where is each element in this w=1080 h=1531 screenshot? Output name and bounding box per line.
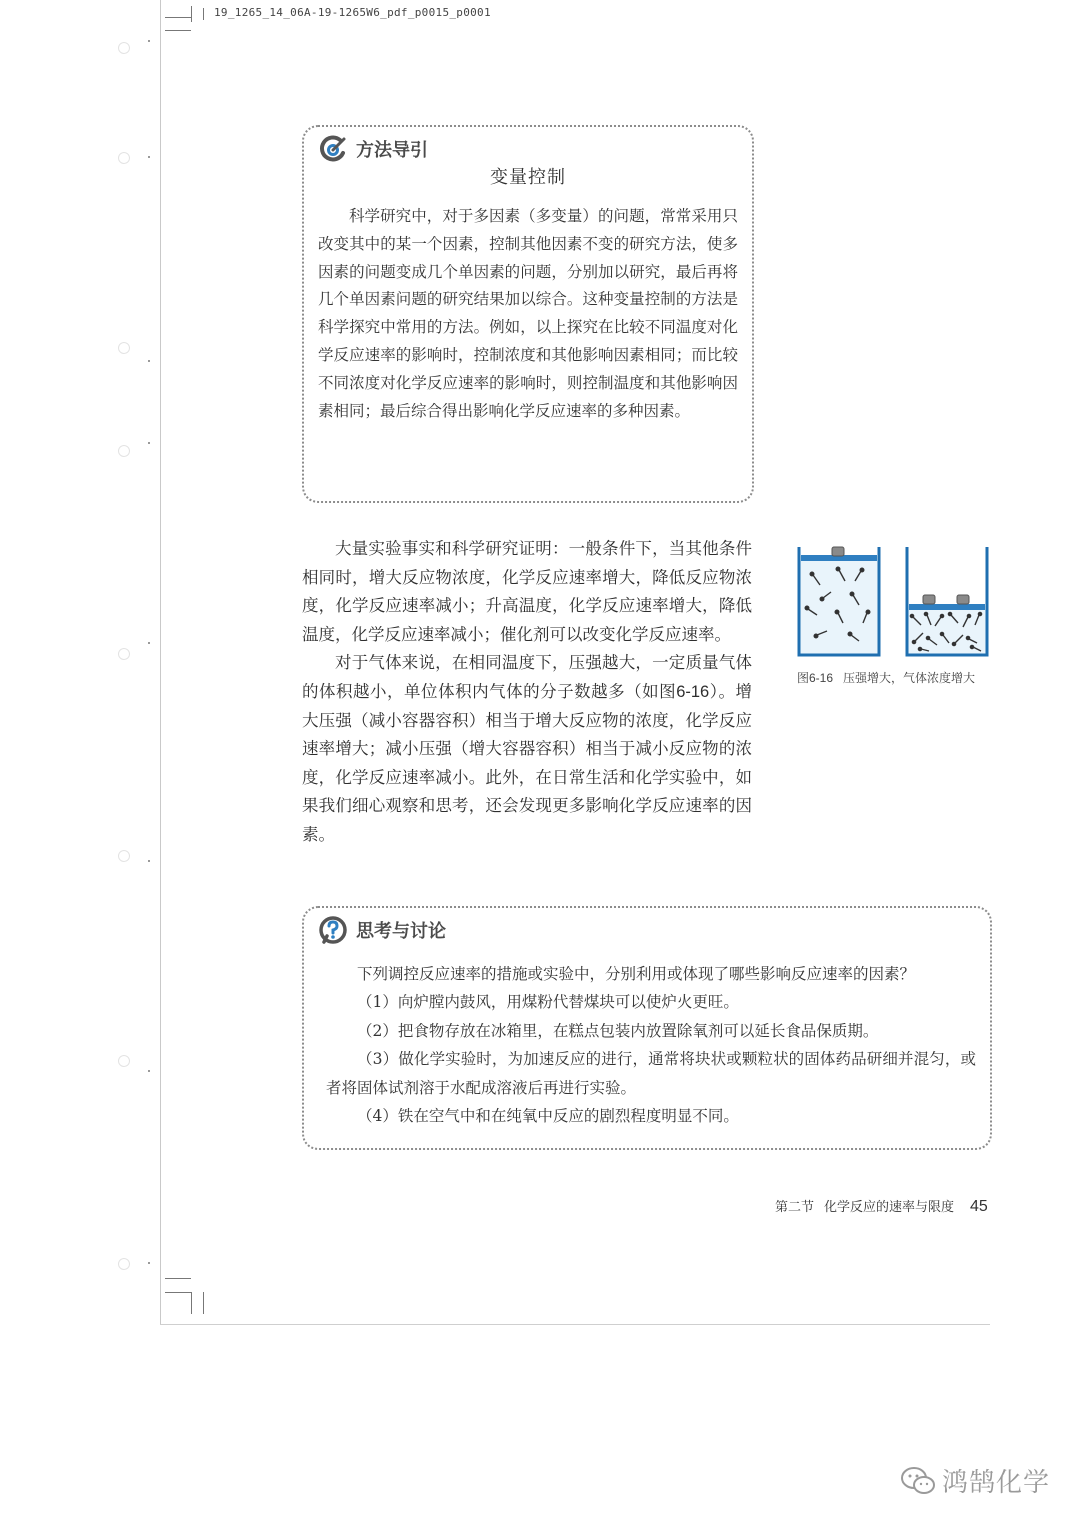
binding-hole xyxy=(118,648,130,660)
method-guide-header xyxy=(318,134,428,164)
main-paragraph: 大量实验事实和科学研究证明：一般条件下，当其他条件相同时，增大反应物浓度，化学反应速率增大，降低反应物浓度，化学反应速率减小；升高温度，化学反应速率增大，降低温度，化学反应速率减小；催化剂可以改变化学反应速率。 xyxy=(302,540,752,644)
method-guide-icon xyxy=(318,134,348,164)
binding-dot xyxy=(148,360,150,362)
main-paragraph: 对于气体来说，在相同温度下，压强越大，一定质量气体的体积越小，单位体积内气体的分子数越多（如图6-16）。增大压强（减小容器容积）相当于增大反应物的浓度，化学反应速率增大；减小压强（增大容器容积）相当于减小反应物的浓度，化学反应速率减小。此外，在日常生活和化学实验中，如果我们细心观察和思考，还会发现更多影响化学反应速率的因素。 xyxy=(302,654,752,844)
binding-dot xyxy=(148,860,150,862)
crop-mark xyxy=(165,17,191,18)
footer-section-title: 化学反应的速率与限度 xyxy=(824,1199,955,1214)
binding-holes xyxy=(112,30,152,1290)
scan-bottom-line xyxy=(160,1324,990,1325)
footer-section: 第二节 xyxy=(775,1199,815,1214)
container-high-pressure xyxy=(907,547,987,655)
binding-dot xyxy=(148,40,150,42)
crop-mark xyxy=(165,30,191,31)
binding-hole xyxy=(118,42,130,54)
crop-mark xyxy=(191,1292,192,1314)
think-discuss-header xyxy=(318,915,446,945)
method-guide-body xyxy=(318,203,738,425)
crop-mark xyxy=(203,1292,204,1314)
crop-mark xyxy=(191,6,192,22)
think-item: （3）做化学实验时，为加速反应的进行，通常将块状或颗粒状的固体药品研细并混匀，或者将固体试剂溶于水配成溶液后再进行实验。 xyxy=(326,1050,976,1097)
binding-hole xyxy=(118,1055,130,1067)
main-text xyxy=(302,535,752,850)
crop-mark xyxy=(165,1278,191,1279)
binding-dot xyxy=(148,1262,150,1264)
binding-hole xyxy=(118,152,130,164)
scan-file-label: 19_1265_14_06A-19-1265W6_pdf_p0015_p0001 xyxy=(214,6,491,19)
crop-mark xyxy=(203,8,204,20)
watermark xyxy=(900,1462,1050,1499)
think-question: 下列调控反应速率的措施或实验中，分别利用或体现了哪些影响反应速率的因素？ xyxy=(357,965,916,983)
think-item: （4）铁在空气中和在纯氧中反应的剧烈程度明显不同。 xyxy=(357,1107,739,1126)
binding-dot xyxy=(148,156,150,158)
think-discuss-box xyxy=(302,906,992,1150)
container-low-pressure xyxy=(799,547,879,655)
figure-number: 图6-16 xyxy=(797,671,834,685)
watermark-text: 鸿鹄化学 xyxy=(942,1467,1051,1497)
question-bubble-icon xyxy=(318,915,348,945)
think-discuss-heading: 思考与讨论 xyxy=(356,921,446,941)
method-guide-heading: 方法导引 xyxy=(356,140,428,160)
method-guide-paragraph: 科学研究中，对于多因素（多变量）的问题，常常采用只改变其中的某一个因素，控制其他因素不变的研究方法，使多因素的问题变成几个单因素的问题，分别加以研究，最后再将几个单因素问题的研究结果加以综合。这种变量控制的方法是科学探究中常用的方法。例如，以上探究在比较不同温度对化学反应速率的影响时，控制浓度和其他影响因素相同；而比较不同浓度对化学反应速率的影响时，则控制温度和其他影响因素相同；最后综合得出影响化学反应速率的多种因素。 xyxy=(318,207,738,420)
method-guide-subtitle: 变量控制 xyxy=(490,167,566,188)
page-number: 45 xyxy=(970,1198,988,1215)
pressure-concentration-figure xyxy=(793,543,993,673)
scan-edge-line xyxy=(160,0,161,1325)
wechat-icon xyxy=(900,1466,936,1496)
binding-hole xyxy=(118,850,130,862)
page-footer xyxy=(775,1196,988,1216)
crop-mark xyxy=(165,1292,191,1293)
binding-hole xyxy=(118,342,130,354)
think-item: （1）向炉膛内鼓风，用煤粉代替煤块可以使炉火更旺。 xyxy=(357,993,739,1012)
binding-hole xyxy=(118,445,130,457)
binding-dot xyxy=(148,642,150,644)
binding-dot xyxy=(148,442,150,444)
binding-hole xyxy=(118,1258,130,1270)
method-guide-box xyxy=(302,125,754,503)
binding-dot xyxy=(148,1070,150,1072)
think-discuss-body xyxy=(326,960,976,1130)
figure-caption-text: 压强增大，气体浓度增大 xyxy=(843,671,976,685)
figure-caption xyxy=(797,669,975,686)
think-item: （2）把食物存放在冰箱里，在糕点包装内放置除氧剂可以延长食品保质期。 xyxy=(357,1021,879,1040)
